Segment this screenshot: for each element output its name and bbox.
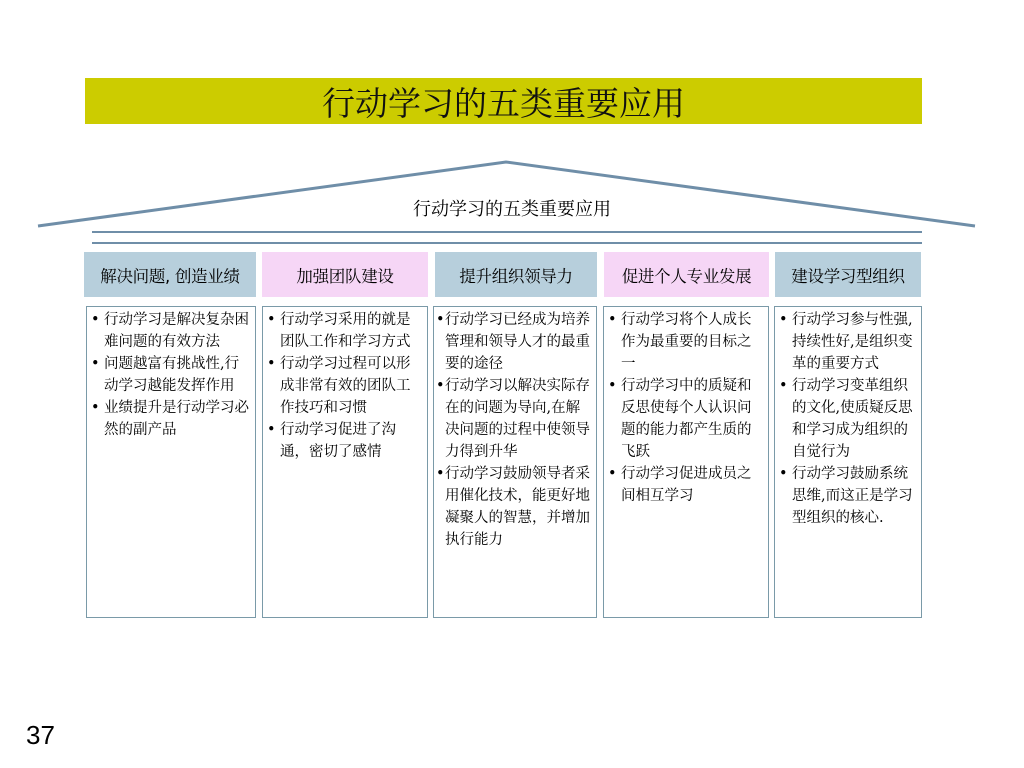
list-item: • 行动学习过程可以形成非常有效的团队工作技巧和习惯 — [266, 353, 424, 419]
bullet-list — [90, 309, 252, 441]
bullet-list — [266, 309, 424, 463]
list-item: • 行动学习是解决复杂困难问题的有效方法 — [90, 309, 252, 353]
bullet-list — [778, 309, 918, 529]
column-box-leadership — [433, 306, 597, 618]
list-item: • 行动学习促进了沟通，密切了感情 — [266, 419, 424, 463]
bullet-list — [437, 309, 593, 551]
list-item: • 行动学习鼓励领导者采用催化技术，能更好地凝聚人的智慧，并增加执行能力 — [437, 463, 593, 551]
roof-label: 行动学习的五类重要应用 — [413, 199, 611, 220]
divider-line-top — [92, 231, 922, 233]
list-item: • 行动学习将个人成长作为最重要的目标之一 — [607, 309, 765, 375]
column-header-solve-problems: 解决问题, 创造业绩 — [84, 252, 256, 297]
list-item: • 行动学习鼓励系统思维,而这正是学习型组织的核心. — [778, 463, 918, 529]
column-box-personal-development — [603, 306, 769, 618]
column-box-learning-organization — [774, 306, 922, 618]
column-box-solve-problems — [86, 306, 256, 618]
list-item: • 行动学习参与性强,持续性好,是组织变革的重要方式 — [778, 309, 918, 375]
column-header-learning-organization: 建设学习型组织 — [775, 252, 921, 297]
list-item: • 行动学习促进成员之间相互学习 — [607, 463, 765, 507]
bullet-list — [607, 309, 765, 507]
list-item: • 行动学习已经成为培养管理和领导人才的最重要的途径 — [437, 309, 593, 375]
list-item: • 行动学习变革组织的文化,使质疑反思和学习成为组织的自觉行为 — [778, 375, 918, 463]
list-item: • 问题越富有挑战性,行动学习越能发挥作用 — [90, 353, 252, 397]
page-number: 37 — [26, 720, 55, 750]
column-header-team-building: 加强团队建设 — [262, 252, 428, 297]
column-header-personal-development: 促进个人专业发展 — [604, 252, 769, 297]
column-header-leadership: 提升组织领导力 — [435, 252, 597, 297]
list-item: • 业绩提升是行动学习必然的副产品 — [90, 397, 252, 441]
column-box-team-building — [262, 306, 428, 618]
list-item: • 行动学习中的质疑和反思使每个人认识问题的能力都产生质的飞跃 — [607, 375, 765, 463]
divider-line-bottom — [92, 242, 922, 244]
list-item: • 行动学习采用的就是团队工作和学习方式 — [266, 309, 424, 353]
list-item: • 行动学习以解决实际存在的问题为导向,在解决问题的过程中使领导力得到升华 — [437, 375, 593, 463]
slide-title: 行动学习的五类重要应用 — [85, 78, 922, 124]
